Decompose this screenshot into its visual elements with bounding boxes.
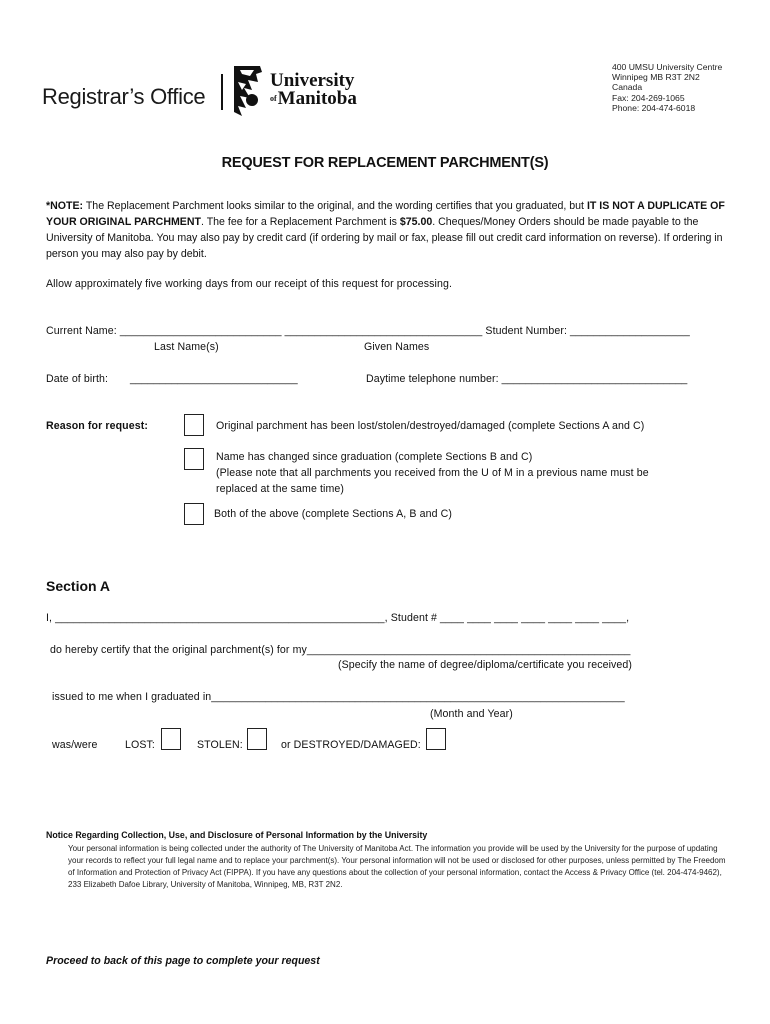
degree-field[interactable]: do hereby certify that the original parchment(s) for my______________________________________________________ [50, 644, 631, 656]
destroyed-label: or DESTROYED/DAMAGED: [281, 739, 421, 751]
was-were-label: was/were [52, 739, 98, 751]
university-crest-logo [230, 62, 266, 118]
university-word: University [270, 70, 355, 91]
note-paragraph [46, 198, 726, 262]
lost-label: LOST: [125, 739, 155, 751]
privacy-notice-title: Notice Regarding Collection, Use, and Disclosure of Personal Information by the University [46, 830, 428, 840]
option-lost-original: Original parchment has been lost/stolen/destroyed/damaged (complete Sections A and C) [216, 420, 645, 432]
degree-field-hint: (Specify the name of degree/diploma/certificate you received) [338, 659, 633, 671]
option-name-changed-note: (Please note that all parchments you received from the U of M in a previous name must be [216, 467, 649, 479]
address-line: Canada [612, 82, 643, 93]
note-emphasis: IT IS NOT A DUPLICATE OF YOUR ORIGINAL PARCHMENT [46, 200, 725, 228]
section-a-heading: Section A [46, 578, 111, 594]
dob-field[interactable]: ____________________________ [130, 373, 298, 385]
manitoba-word: Manitoba [277, 88, 357, 109]
note-label: *NOTE: [46, 200, 84, 212]
current-name-field[interactable]: Current Name: ___________________________ _________________________________ Student Number: ____________________ [46, 325, 690, 337]
registrars-office-title: Registrar’s Office [42, 84, 206, 109]
checkbox-stolen[interactable] [247, 728, 267, 750]
university-of-word: of [270, 94, 277, 103]
checkbox-destroyed[interactable] [426, 728, 446, 750]
option-name-changed-note: replaced at the same time) [216, 483, 345, 495]
checkbox-lost[interactable] [161, 728, 181, 750]
last-names-caption: Last Name(s) [154, 341, 219, 353]
fee-amount: $75.00 [399, 216, 433, 228]
dob-label: Date of birth: [46, 373, 109, 385]
privacy-notice-body: Your personal information is being collected under the authority of The University of Manitoba Act. The information you provide will be used by the University for the purpose of updating your records to reflect your full legal name and to replace your parchment(s). Your personal information will not be used or disclosed for other purposes, unless permitted by The Freedom of Information and Protection of Privacy Act (FIPPA). If you have any questions about the collection of your personal information, contact the Access & Privacy Office (tel. 204-474-9462), 233 Elizabeth Dafoe Library, University of Manitoba, Winnipeg, MB, R3T 2N2. [68, 844, 726, 890]
address-line: 400 UMSU University Centre [612, 62, 723, 72]
checkbox-name-changed[interactable] [184, 448, 204, 470]
header-divider [221, 74, 223, 110]
given-names-caption: Given Names [364, 341, 430, 353]
note-text: . The fee for a Replacement Parchment is [201, 216, 400, 228]
stolen-label: STOLEN: [197, 739, 243, 751]
graduation-date-field[interactable]: issued to me when I graduated in_____________________________________________________________________ [52, 691, 625, 703]
option-both: Both of the above (complete Sections A, B and C) [214, 508, 452, 520]
form-title: REQUEST FOR REPLACEMENT PARCHMENT(S) [221, 155, 549, 171]
note-text: The Replacement Parchment looks similar to the original, and the wording certifies that you graduated, but [83, 200, 587, 212]
phone-line: Phone: 204-474-6018 [612, 102, 696, 113]
fax-line: Fax: 204-269-1065 [612, 92, 685, 103]
processing-time-note: Allow approximately five working days from our receipt of this request for processing. [46, 278, 453, 290]
office-address [612, 62, 722, 113]
checkbox-both[interactable] [184, 503, 204, 525]
note-text: . Cheques/Money Orders should be made payable to the University of Manitoba. You may also pay by credit card (if ordering by mail or fax, please fill out credit card information on reverse). If ordering in person you may also pay by debit. [46, 216, 723, 260]
reason-label: Reason for request: [46, 420, 148, 432]
option-name-changed: Name has changed since graduation (complete Sections B and C) [216, 451, 533, 463]
name-student-number-field[interactable]: I, _______________________________________________________, Student # ____ ____ ____ ____ ____ ____ ____, [46, 612, 630, 624]
daytime-phone-field[interactable]: Daytime telephone number: _______________________________ [366, 373, 688, 385]
university-wordmark [270, 72, 357, 108]
checkbox-lost-original[interactable] [184, 414, 204, 436]
graduation-date-hint: (Month and Year) [430, 708, 513, 720]
address-line: Winnipeg MB R3T 2N2 [612, 72, 700, 83]
proceed-instruction: Proceed to back of this page to complete your request [46, 955, 320, 967]
